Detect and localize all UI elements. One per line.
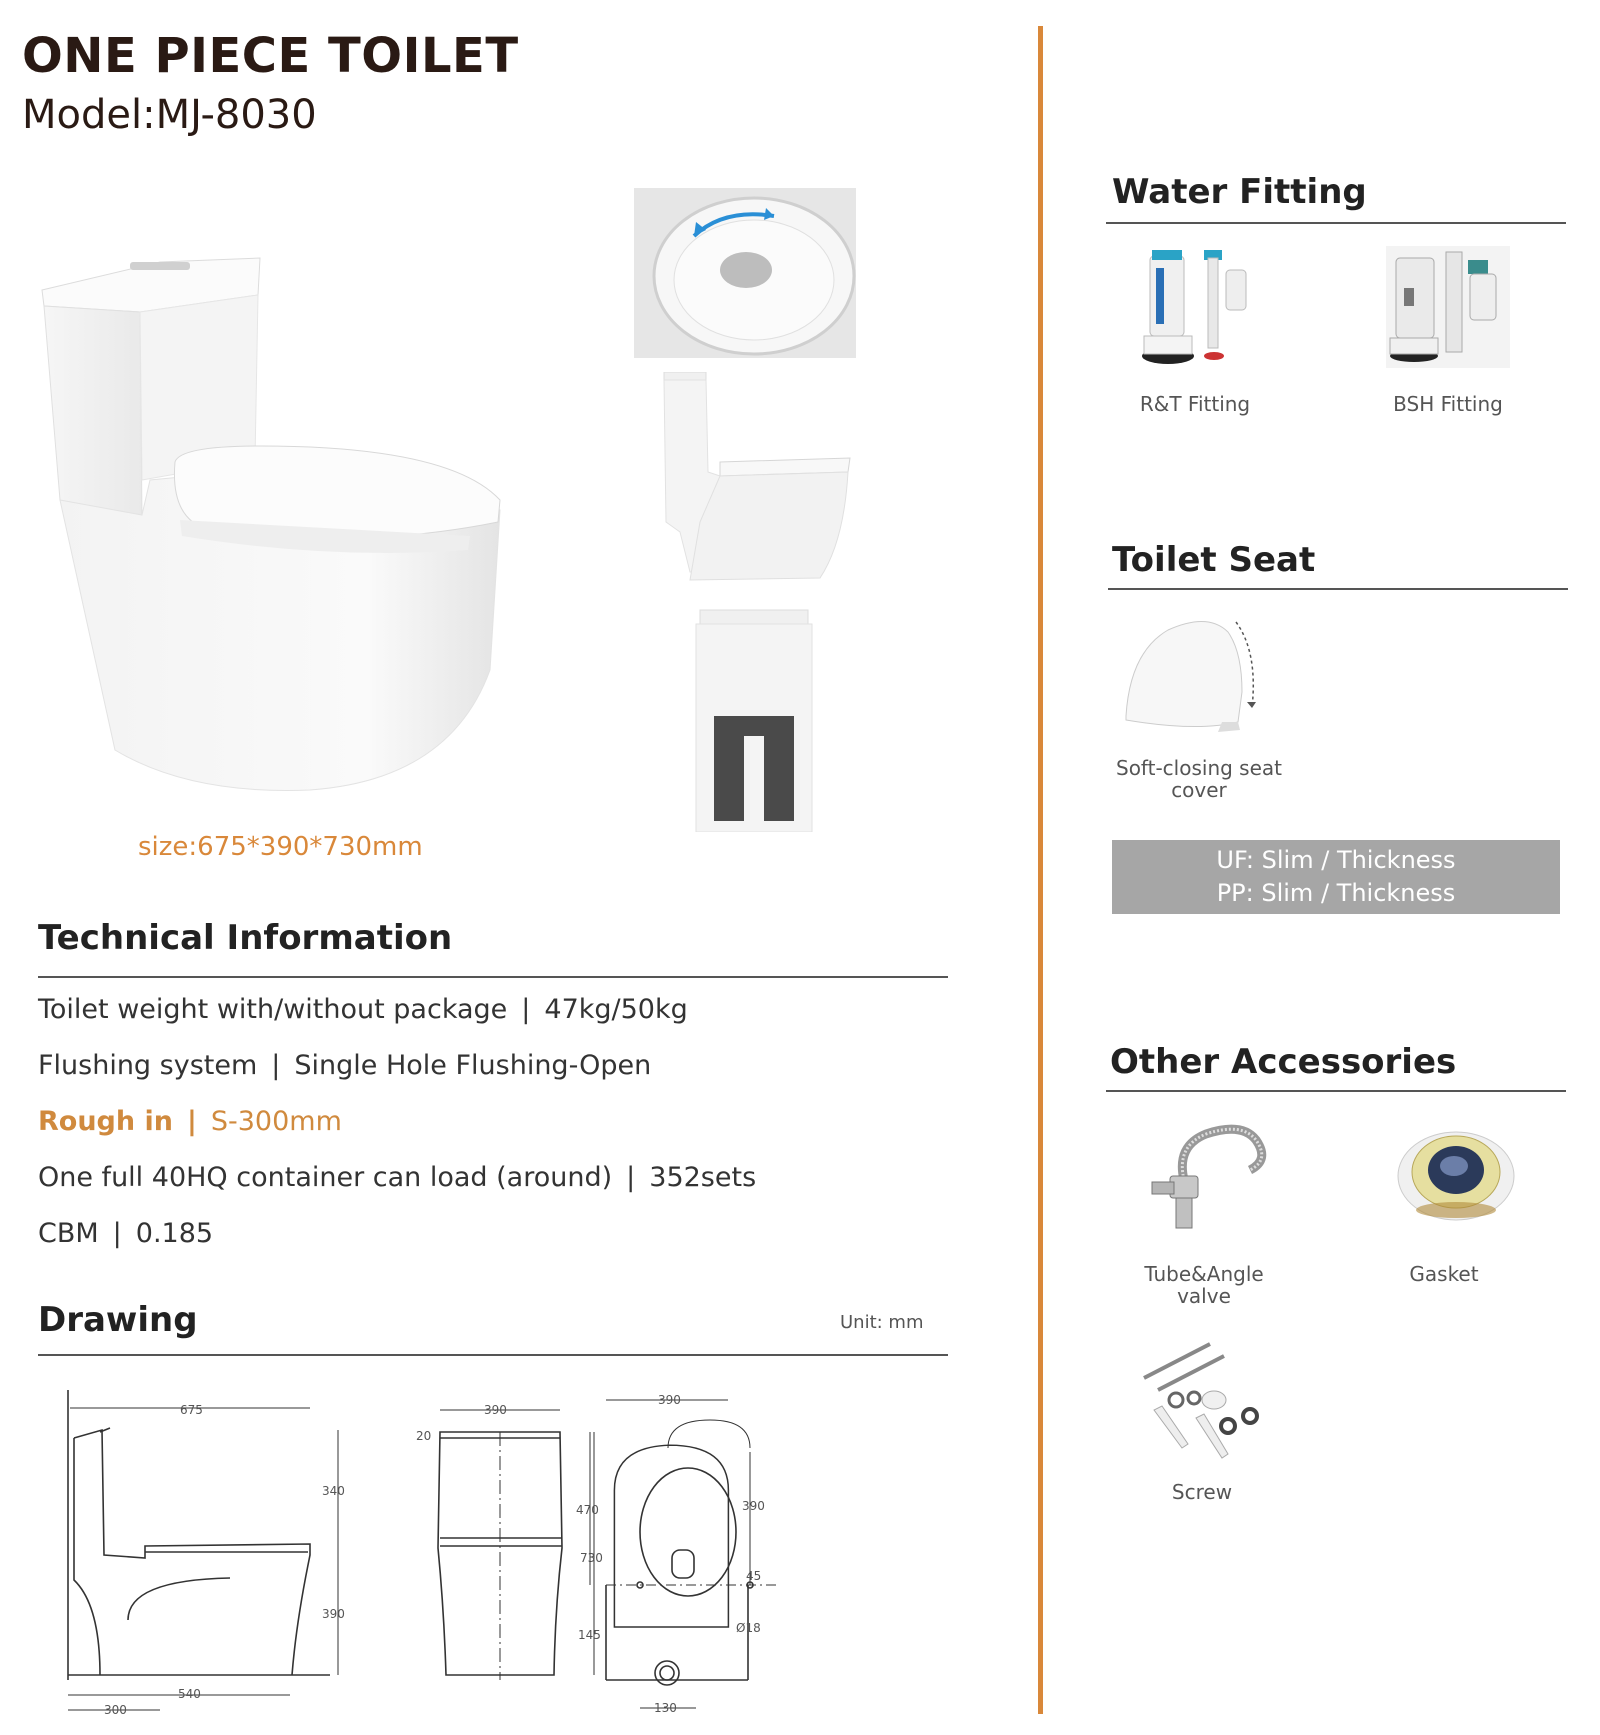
vertical-divider xyxy=(1038,26,1043,1714)
drawing-rule xyxy=(38,1354,948,1356)
screw-label: Screw xyxy=(1171,1480,1233,1504)
spec-label: CBM xyxy=(38,1218,99,1249)
seat-cover-label-2: cover xyxy=(1171,778,1227,802)
spec-row-rough-in xyxy=(38,1106,342,1137)
spec-row-container xyxy=(38,1162,756,1193)
side-view-image xyxy=(660,372,856,582)
rt-fitting-image xyxy=(1140,244,1262,370)
technical-drawing xyxy=(60,1380,870,1725)
spec-value: 47kg/50kg xyxy=(544,994,688,1025)
spec-value: Single Hole Flushing-Open xyxy=(294,1050,652,1081)
seat-cover-label-1: Soft-closing seat xyxy=(1116,756,1282,780)
technical-heading: Technical Information xyxy=(38,918,453,958)
main-toilet-image xyxy=(30,250,510,810)
spec-value: 352sets xyxy=(649,1162,757,1193)
seat-option-uf: UF: Slim / Thickness xyxy=(1216,846,1456,874)
dim-top-hole: Ø18 xyxy=(736,1621,761,1635)
toilet-seat-rule xyxy=(1108,588,1568,590)
tube-angle-valve-image xyxy=(1146,1116,1272,1238)
spec-value: S-300mm xyxy=(210,1106,342,1137)
spec-value: 0.185 xyxy=(135,1218,214,1249)
spec-separator: | xyxy=(187,1106,197,1137)
product-size: size:675*390*730mm xyxy=(138,832,423,862)
spec-label: One full 40HQ container can load (around) xyxy=(38,1162,613,1193)
bowl-detail-image xyxy=(634,188,856,358)
toilet-seat-heading: Toilet Seat xyxy=(1112,540,1316,580)
spec-label: Toilet weight with/without package xyxy=(38,994,508,1025)
seat-options-box xyxy=(1112,840,1560,914)
gasket-image xyxy=(1394,1120,1518,1226)
dim-top-depth: 470 xyxy=(576,1503,599,1517)
dim-top-seat: 390 xyxy=(742,1499,765,1513)
water-fitting-rule xyxy=(1106,222,1566,224)
front-view-drawing xyxy=(416,1403,603,1680)
dim-top-gap: 45 xyxy=(746,1569,762,1583)
top-view-drawing xyxy=(576,1393,780,1715)
dim-front-height: 730 xyxy=(580,1551,603,1565)
spec-row-cbm xyxy=(38,1218,213,1249)
gasket-label: Gasket xyxy=(1409,1262,1479,1286)
side-view-drawing xyxy=(68,1390,345,1717)
accessories-heading: Other Accessories xyxy=(1110,1042,1457,1082)
spec-label: Flushing system xyxy=(38,1050,258,1081)
rt-fitting-label: R&T Fitting xyxy=(1139,392,1251,416)
dim-top-width: 390 xyxy=(658,1393,681,1407)
seat-cover-image xyxy=(1118,612,1258,736)
rear-view-image xyxy=(694,606,814,832)
accessories-rule xyxy=(1106,1090,1566,1092)
spec-separator: | xyxy=(521,994,531,1025)
dim-front-top: 20 xyxy=(416,1429,432,1443)
spec-separator: | xyxy=(271,1050,281,1081)
technical-rule xyxy=(38,976,948,978)
drawing-heading: Drawing xyxy=(38,1300,198,1340)
bsh-fitting-label: BSH Fitting xyxy=(1393,392,1503,416)
water-fitting-heading: Water Fitting xyxy=(1112,172,1367,212)
spec-row-flushing xyxy=(38,1050,651,1081)
dim-top-spacing: 130 xyxy=(654,1701,677,1715)
bsh-fitting-image xyxy=(1384,244,1512,370)
tube-angle-valve-label-2: valve xyxy=(1177,1284,1231,1308)
model-number: Model:MJ-8030 xyxy=(22,92,317,138)
page-title: ONE PIECE TOILET xyxy=(22,28,519,84)
dim-top-back: 145 xyxy=(578,1628,601,1642)
seat-option-pp: PP: Slim / Thickness xyxy=(1216,879,1456,907)
dim-bowl-height: 390 xyxy=(322,1607,345,1621)
spec-row-weight xyxy=(38,994,688,1025)
spec-label: Rough in xyxy=(38,1106,173,1137)
drawing-unit: Unit: mm xyxy=(840,1312,924,1333)
spec-separator: | xyxy=(112,1218,122,1249)
dim-base: 540 xyxy=(178,1687,201,1701)
tube-angle-valve-label-1: Tube&Angle xyxy=(1144,1262,1264,1286)
spec-separator: | xyxy=(626,1162,636,1193)
dim-front-width: 390 xyxy=(484,1403,507,1417)
dim-rough-in: 300 xyxy=(104,1703,127,1717)
screw-image xyxy=(1136,1340,1268,1470)
dim-tank-height: 340 xyxy=(322,1484,345,1498)
dim-length: 675 xyxy=(180,1403,203,1417)
